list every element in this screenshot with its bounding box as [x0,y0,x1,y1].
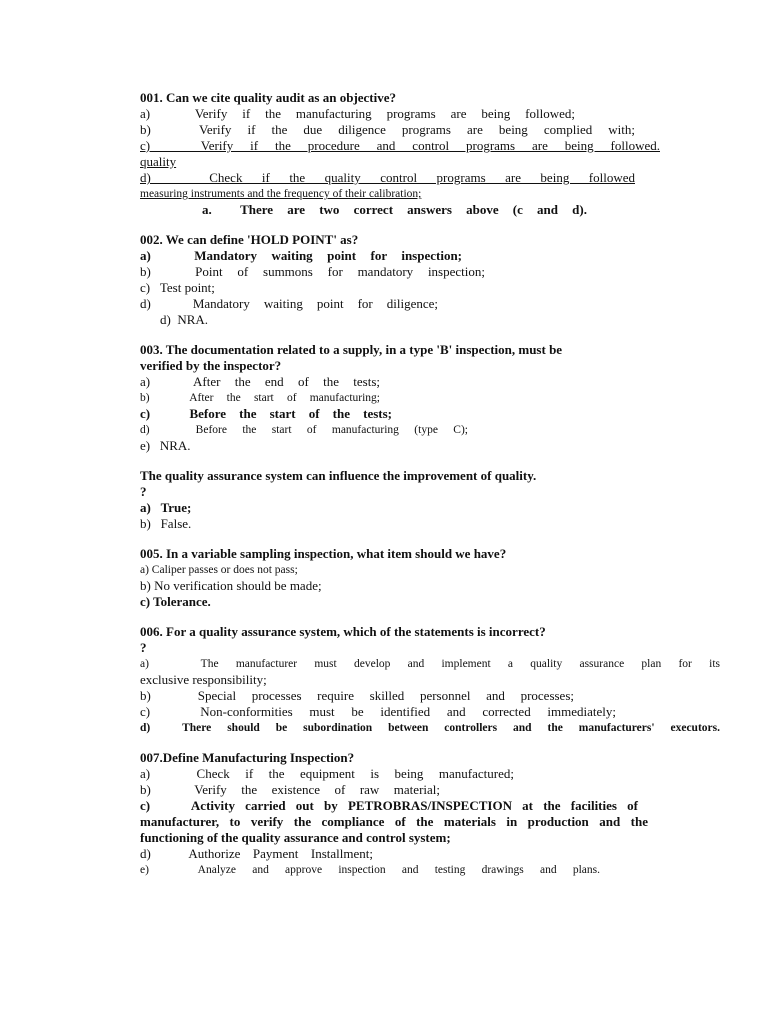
option-e: d) NRA. [160,312,209,327]
question-title: 002. We can define 'HOLD POINT' as? [140,232,359,247]
question-004 [140,468,720,532]
option-d: d) Before the start of manufacturing (type C); [140,424,468,436]
question-title: 007.Define Manufacturing Inspection? [140,750,355,765]
question-007 [140,750,720,878]
option-a: a) After the end of the tests; [140,374,380,389]
option-c: c) Before the start of the tests; [140,406,392,421]
question-006 [140,624,720,736]
question-005 [140,546,720,610]
question-title: 005. In a variable sampling inspection, what item should we have? [140,546,507,561]
option-b: b) No verification should be made; [140,578,322,593]
option-a: a) The manufacturer must develop and implement a quality assurance plan for its [140,658,720,670]
document-page [140,90,720,892]
question-title-continued: ? [140,640,147,655]
option-d: d) Authorize Payment Installment; [140,846,373,861]
option-c: c) Non-conformities must be identified and corrected immediately; [140,704,616,719]
option-a: a) Check if the equipment is being manufactured; [140,766,514,781]
option-a: a) Verify if the manufacturing programs are being followed; [140,106,575,121]
option-d-continued: measuring instruments and the frequency of their calibration; [140,188,422,200]
question-title-continued: ? [140,484,147,499]
option-b: b) Special processes require skilled personnel and processes; [140,688,574,703]
option-c: c) Test point; [140,280,215,295]
question-003 [140,342,720,454]
question-title: 006. For a quality assurance system, which of the statements is incorrect? [140,624,546,639]
answer-note: a. There are two correct answers above (c and d). [202,202,587,217]
option-b: b) After the start of manufacturing; [140,392,380,404]
option-c-continued-1: manufacturer, to verify the compliance of the materials in production and the [140,814,648,829]
option-c: c) Activity carried out by PETROBRAS/INSPECTION at the facilities of [140,798,638,813]
option-d: d) There should be subordination between controllers and the manufacturers' executors. [140,722,720,734]
option-b: b) Verify the existence of raw material; [140,782,440,797]
option-e: e) NRA. [140,438,191,453]
question-title: 003. The documentation related to a supply, in a type 'B' inspection, must be [140,342,563,357]
option-a: a) True; [140,500,192,515]
option-c: c) Verify if the procedure and control programs are being followed. [140,138,660,153]
option-d: d) Mandatory waiting point for diligence; [140,296,438,311]
question-002 [140,232,720,328]
option-a: a) Mandatory waiting point for inspection; [140,248,462,263]
question-title: 001. Can we cite quality audit as an objective? [140,90,397,105]
question-title-continued: verified by the inspector? [140,358,282,373]
option-c-continued: quality [140,154,177,169]
question-title: The quality assurance system can influence the improvement of quality. [140,468,537,483]
option-d: d) Check if the quality control programs are being followed [140,170,635,185]
option-e: e) Analyze and approve inspection and testing drawings and plans. [140,864,600,876]
option-c: c) Tolerance. [140,594,211,609]
question-001 [140,90,720,218]
option-a-continued: exclusive responsibility; [140,672,267,687]
option-a: a) Caliper passes or does not pass; [140,564,298,576]
option-b: b) Verify if the due diligence programs are being complied with; [140,122,635,137]
option-c-continued-2: functioning of the quality assurance and control system; [140,830,451,845]
option-b: b) False. [140,516,192,531]
option-b: b) Point of summons for mandatory inspection; [140,264,485,279]
